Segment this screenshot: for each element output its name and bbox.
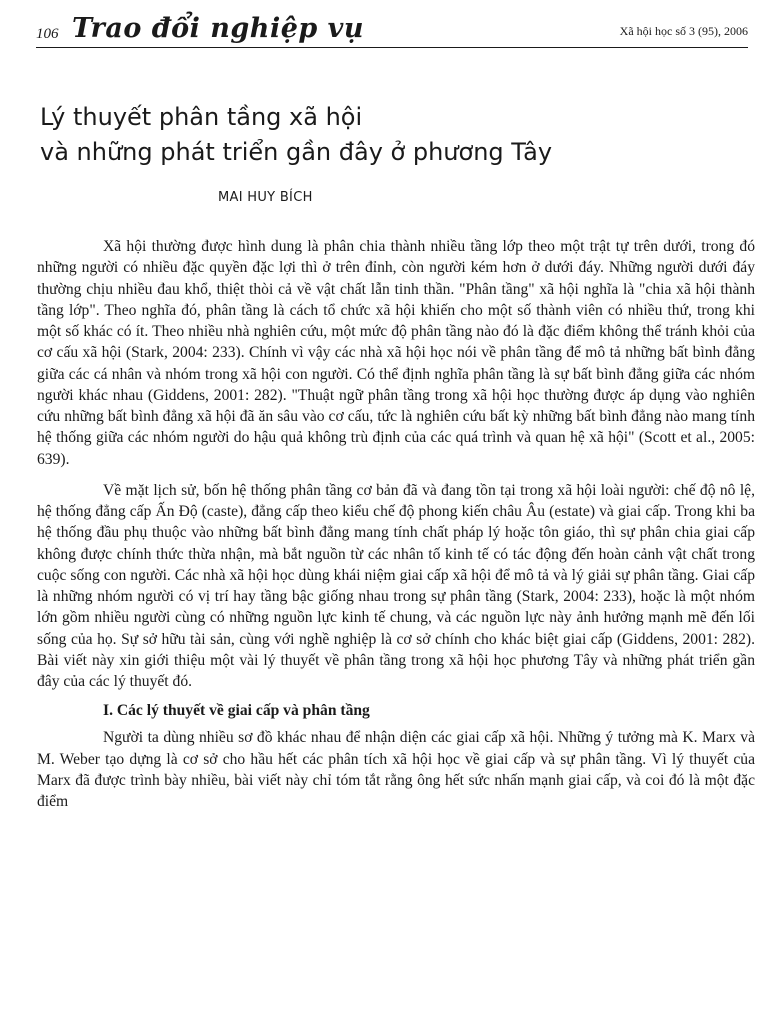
- paragraph: Xã hội thường được hình dung là phân chia thành nhiều tầng lớp theo một trật tự trên dưới, trong đó những người có nhiều đặc quyền đặc lợi thì ở trên đỉnh, còn người kém hơn ở dưới đáy. Những người dưới đáy thường chịu nhiều đau khổ, thiệt thòi cả về vật chất lẫn tinh thần. "Phân tầng" xã hội nghĩa là "chia xã hội thành tầng lớp". Theo nghĩa đó, phân tầng là cách tổ chức xã hội khiến cho một số thành viên có nhiều thứ, trong khi một số khác có ít. Theo nhiều nhà nghiên cứu, một mức độ phân tầng nào đó là đặc điểm không thể tránh khỏi của cơ cấu xã hội (Stark, 2004: 233). Chính vì vậy các nhà xã hội học nói về phân tầng để mô tả những bất bình đẳng giữa các cá nhân và nhóm trong xã hội con người. Có thể định nghĩa phân tầng là sự bất bình đẳng giữa các nhóm người khác nhau (Giddens, 2001: 282). "Thuật ngữ phân tầng trong xã hội học thường được áp dụng vào nghiên cứu những bất bình đẳng xã hội đã ăn sâu vào cơ cấu, tức là nghiên cứu bất kỳ những bất bình đẳng nào mang tính hệ thống giữa các nhóm người do hậu quả không trù định của các quá trình và quan hệ xã hội" (Scott et al., 2005: 639).: [37, 238, 755, 468]
- journal-info: Xã hội học số 3 (95), 2006: [619, 24, 748, 38]
- section-name: Trao đổi nghiệp vụ: [72, 13, 364, 44]
- title-line-2: và những phát triển gần đây ở phương Tây: [40, 138, 553, 166]
- paragraph: Người ta dùng nhiều sơ đồ khác nhau để nhận diện các giai cấp xã hội. Những ý tưởng mà K. Marx và M. Weber tạo dựng là cơ sở cho hầu hết các phân tích xã hội học về giai cấp và sự phân tầng. Vì lý thuyết của Marx đã được trình bày nhiều, bài viết này chỉ tóm tắt rằng ông hết sức nhấn mạnh giai cấp, và coi đó là một đặc điểm: [37, 729, 755, 810]
- paragraph: Về mặt lịch sử, bốn hệ thống phân tầng cơ bản đã và đang tồn tại trong xã hội loài người: chế độ nô lệ, hệ thống đẳng cấp Ấn Độ (caste), đẳng cấp theo kiểu chế độ phong kiến châu Âu (estate) và giai cấp. Trong khi ba hệ thống đầu phụ thuộc vào những bất bình đẳng mang tính chất pháp lý hoặc tôn giáo, thì sự phân chia giai cấp không được chính thức thừa nhận, mà bắt nguồn từ các nhân tố kinh tế có tác động đến hoàn cảnh vật chất trong cuộc sống con người. Các nhà xã hội học dùng khái niệm giai cấp xã hội để mô tả và lý giải sự phân tầng. Giai cấp là những nhóm người có vị trí hay tầng bậc giống nhau trong sự phân tầng (Stark, 2004: 233), hoặc là một nhóm lớn gồm nhiều người cùng có những nguồn lực kinh tế chung, và các nguồn lực này ảnh hưởng mạnh mẽ đến lối sống của họ. Sự sở hữu tài sản, cùng với nghề nghiệp là cơ sở chính cho khác biệt giai cấp (Giddens, 2001: 282). Bài viết này xin giới thiệu một vài lý thuyết về phân tầng trong xã hội học phương Tây và những phát triển gần đây của các lý thuyết đó.: [37, 481, 755, 690]
- page-number: 106: [36, 26, 59, 42]
- article-title: [40, 100, 552, 170]
- title-line-1: Lý thuyết phân tầng xã hội: [40, 103, 363, 131]
- running-header: [36, 12, 748, 52]
- header-divider: [36, 47, 748, 48]
- article-body: [37, 236, 755, 812]
- section-heading: I. Các lý thuyết về giai cấp và phân tầng: [103, 702, 370, 720]
- author-name: MAI HUY BÍCH: [218, 190, 313, 205]
